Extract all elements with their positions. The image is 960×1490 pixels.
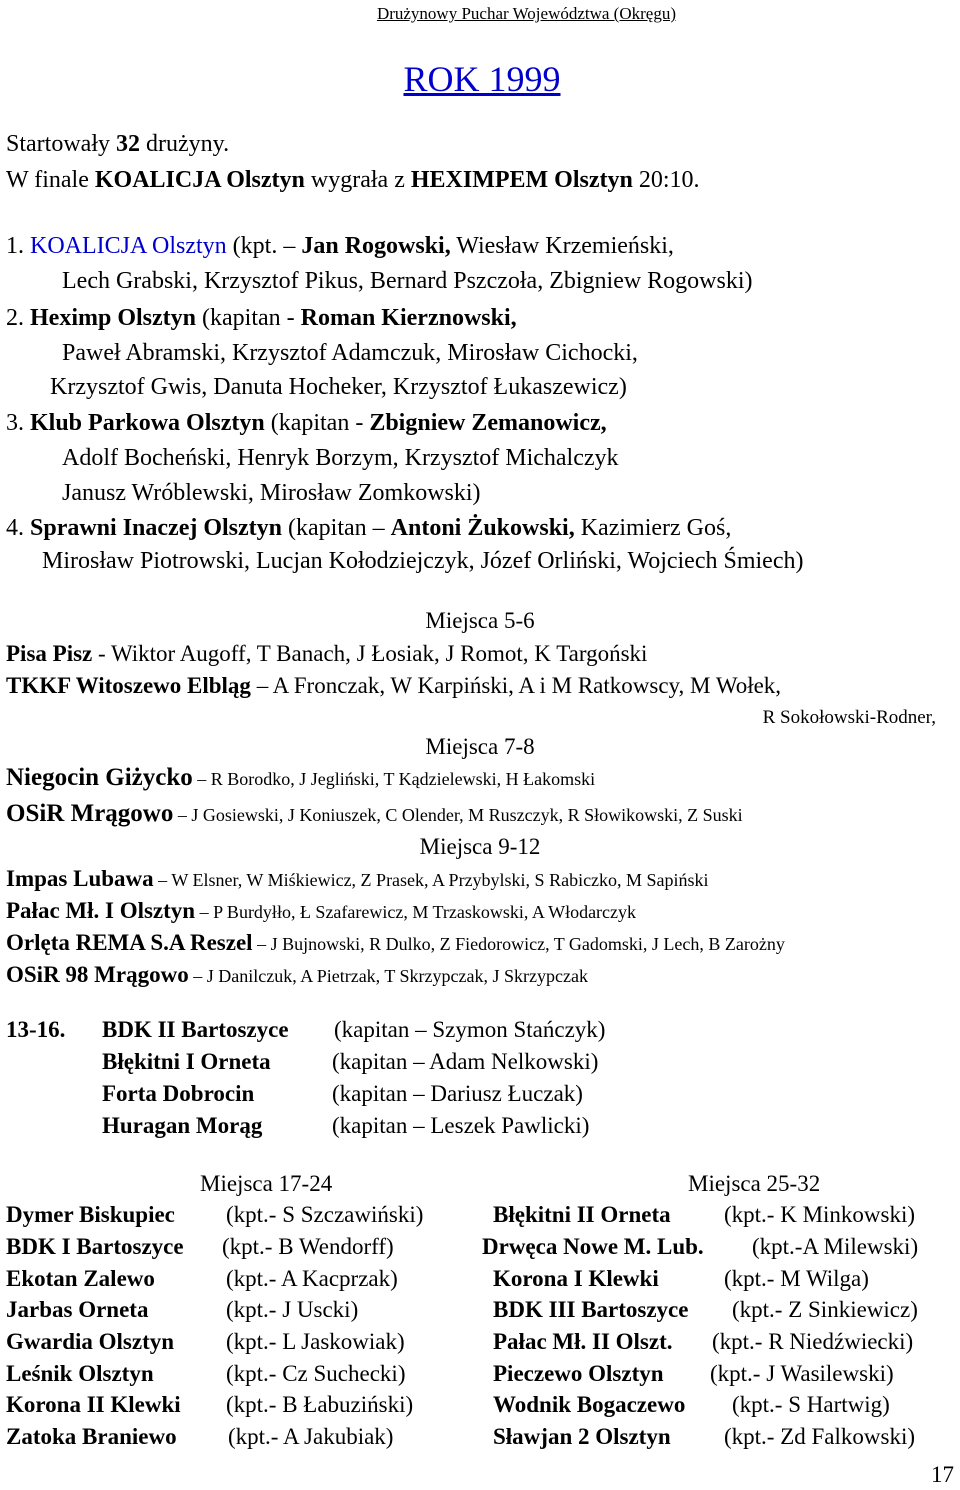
team-name: Korona I Klewki	[493, 1266, 659, 1291]
team-name: Pałac Mł. II Olszt.	[493, 1329, 673, 1354]
row-places-7-8	[6, 764, 595, 792]
team-name: Zatoka Braniewo	[6, 1424, 177, 1449]
page-number: 17	[931, 1462, 954, 1487]
team-name: TKKF Witoszewo Elbląg	[6, 673, 251, 698]
placement-2-players-b: Krzysztof Gwis, Danuta Hocheker, Krzysztof Łukaszewicz)	[50, 374, 627, 400]
captain-name: Jan Rogowski,	[301, 233, 451, 259]
team-name: Klub Parkowa Olsztyn	[30, 410, 265, 436]
team-name: Orlęta REMA S.A Reszel	[6, 930, 253, 955]
placement-2	[6, 305, 517, 332]
players-text: - Wiktor Augoff, T Banach, J Łosiak, J Romot, K Targoński	[92, 641, 648, 666]
placement-1	[6, 233, 674, 260]
captain-prefix: (kapitan –	[282, 515, 391, 541]
captain-text: (kpt.- Zd Falkowski)	[724, 1424, 916, 1449]
captain-text: (kpt.- J Uscki)	[226, 1297, 359, 1322]
captain-text: (kpt.- B Łabuziński)	[226, 1392, 414, 1417]
team-name: Błękitni I Orneta	[102, 1049, 271, 1074]
players-text: – A Fronczak, W Karpiński, A i M Ratkowscy, M Wołek,	[250, 673, 782, 698]
team-name: BDK I Bartoszyce	[6, 1234, 184, 1259]
captain-name: Roman Kierznowski,	[300, 305, 517, 331]
heading-places-25-32: Miejsca 25-32	[688, 1171, 821, 1196]
team-name: Pieczewo Olsztyn	[493, 1361, 664, 1386]
heading-places-9-12: Miejsca 9-12	[419, 834, 541, 859]
team-name: Korona II Klewki	[6, 1392, 181, 1417]
placement-number: 4.	[6, 515, 30, 541]
intro-text: Startowały	[6, 131, 116, 157]
captain-text: (kpt.- S Szczawiński)	[226, 1202, 424, 1227]
team-name: Sławjan 2 Olsztyn	[493, 1424, 671, 1449]
team-name: Pałac Mł. I Olsztyn	[6, 898, 196, 923]
year-title-wrap	[0, 58, 960, 100]
players-continuation: R Sokołowski-Rodner,	[762, 707, 936, 728]
placement-4	[6, 515, 731, 542]
intro-text: wygrała z	[304, 167, 411, 193]
team-name: Heximp Olsztyn	[30, 305, 196, 331]
running-header[interactable]: Drużynowy Puchar Województwa (Okręgu)	[376, 4, 676, 23]
players-text: – P Burdyłło, Ł Szafarewicz, M Trzaskowski, A Włodarczyk	[195, 902, 637, 922]
team-name: Drwęca Nowe M. Lub.	[482, 1234, 704, 1259]
players-text: – J Gosiewski, J Koniuszek, C Olender, M Ruszczyk, R Słowikowski, Z Suski	[173, 805, 743, 825]
placement-number: 2.	[6, 305, 30, 331]
heading-places-5-6: Miejsca 5-6	[425, 608, 535, 633]
captain-text: (kpt.- Z Sinkiewicz)	[732, 1297, 918, 1322]
captain-text: (kpt.-A Milewski)	[752, 1234, 919, 1259]
intro-text: drużyny.	[139, 131, 230, 157]
captain-text: (kapitan – Leszek Pawlicki)	[332, 1113, 590, 1138]
row-places-7-8	[6, 800, 743, 828]
row-places-9-12	[6, 866, 709, 892]
placement-3-players-b: Janusz Wróblewski, Mirosław Zomkowski)	[62, 480, 481, 506]
team-name: Impas Lubawa	[6, 866, 154, 891]
placement-number: 3.	[6, 410, 30, 436]
intro-line-2	[6, 167, 700, 194]
captain-prefix: (kapitan -	[196, 305, 301, 331]
heading-places-7-8: Miejsca 7-8	[425, 734, 535, 759]
team-name: Sprawni Inaczej Olsztyn	[30, 515, 282, 541]
row-places-9-12	[6, 930, 785, 956]
placement-number: 1.	[6, 233, 30, 259]
players-text: – J Danilczuk, A Pietrzak, T Skrzypczak, J Skrzypczak	[188, 966, 588, 986]
team-name: Błękitni II Orneta	[493, 1202, 671, 1227]
captain-prefix: (kpt. –	[226, 233, 302, 259]
intro-line-1	[6, 131, 229, 158]
captain-text: (kapitan – Adam Nelkowski)	[332, 1049, 599, 1074]
captain-text: (kpt.- K Minkowski)	[724, 1202, 916, 1227]
team-name: KOALICJA Olsztyn	[30, 233, 227, 259]
final-score: 20:10.	[632, 167, 700, 193]
team-name: BDK II Bartoszyce	[102, 1017, 289, 1042]
players-text: – R Borodko, J Jegliński, T Kądzielewski, H Łakomski	[192, 769, 596, 789]
placement-4-players: Mirosław Piotrowski, Lucjan Kołodziejczyk, Józef Orliński, Wojciech Śmiech)	[42, 548, 804, 574]
captain-text: (kpt.- M Wilga)	[724, 1266, 869, 1291]
placement-3	[6, 410, 607, 437]
players-text: Kazimierz Goś,	[574, 515, 732, 541]
team-name: Gwardia Olsztyn	[6, 1329, 175, 1354]
team-count: 32	[115, 131, 140, 157]
placement-2-players-a: Paweł Abramski, Krzysztof Adamczuk, Mirosław Cichocki,	[62, 340, 638, 366]
captain-text: (kpt.- L Jaskowiak)	[226, 1329, 405, 1354]
team-name: OSiR Mrągowo	[6, 800, 174, 827]
heading-places-17-24: Miejsca 17-24	[200, 1171, 333, 1196]
captain-text: (kpt.- S Hartwig)	[732, 1392, 890, 1417]
players-text: – J Bujnowski, R Dulko, Z Fiedorowicz, T Gadomski, J Lech, B Zarożny	[252, 934, 785, 954]
captain-text: (kpt.- A Kacprzak)	[226, 1266, 398, 1291]
runner-up-name: HEXIMPEM Olsztyn	[410, 167, 633, 193]
team-name: Ekotan Zalewo	[6, 1266, 155, 1291]
team-name: Jarbas Orneta	[6, 1297, 149, 1322]
captain-text: (kpt.- B Wendorff)	[222, 1234, 394, 1259]
players-text: – W Elsner, W Miśkiewicz, Z Prasek, A Przybylski, S Rabiczko, M Sapiński	[153, 870, 709, 890]
row-places-5-6	[6, 673, 781, 699]
places-13-16-label: 13-16.	[6, 1017, 66, 1042]
team-name: Leśnik Olsztyn	[6, 1361, 154, 1386]
intro-text: W finale	[6, 167, 95, 193]
placement-1-players: Lech Grabski, Krzysztof Pikus, Bernard Pszczoła, Zbigniew Rogowski)	[62, 268, 753, 294]
captain-name: Antoni Żukowski,	[390, 515, 575, 541]
team-name: Forta Dobrocin	[102, 1081, 255, 1106]
team-name: Huragan Morąg	[102, 1113, 263, 1138]
team-name: Wodnik Bogaczewo	[493, 1392, 686, 1417]
row-places-5-6	[6, 641, 647, 667]
team-name: Niegocin Giżycko	[6, 764, 193, 791]
captain-text: (kpt.- J Wasilewski)	[710, 1361, 894, 1386]
team-name: OSiR 98 Mrągowo	[6, 962, 189, 987]
captain-text: (kpt.- R Niedźwiecki)	[712, 1329, 914, 1354]
winner-name: KOALICJA Olsztyn	[94, 167, 305, 193]
year-title[interactable]: ROK 1999	[403, 59, 561, 99]
team-name: Dymer Biskupiec	[6, 1202, 175, 1227]
team-name: Pisa Pisz	[6, 641, 93, 666]
captain-name: Zbigniew Zemanowicz,	[369, 410, 607, 436]
placement-3-players-a: Adolf Bocheński, Henryk Borzym, Krzysztof Michalczyk	[62, 445, 619, 471]
row-places-9-12	[6, 962, 588, 988]
team-name: BDK III Bartoszyce	[493, 1297, 689, 1322]
row-places-9-12	[6, 898, 636, 924]
players-text: Wiesław Krzemieński,	[450, 233, 674, 259]
captain-text: (kpt.- A Jakubiak)	[228, 1424, 394, 1449]
captain-text: (kapitan – Szymon Stańczyk)	[334, 1017, 606, 1042]
captain-text: (kpt.- Cz Suchecki)	[226, 1361, 406, 1386]
captain-prefix: (kapitan -	[264, 410, 370, 436]
captain-text: (kapitan – Dariusz Łuczak)	[332, 1081, 583, 1106]
